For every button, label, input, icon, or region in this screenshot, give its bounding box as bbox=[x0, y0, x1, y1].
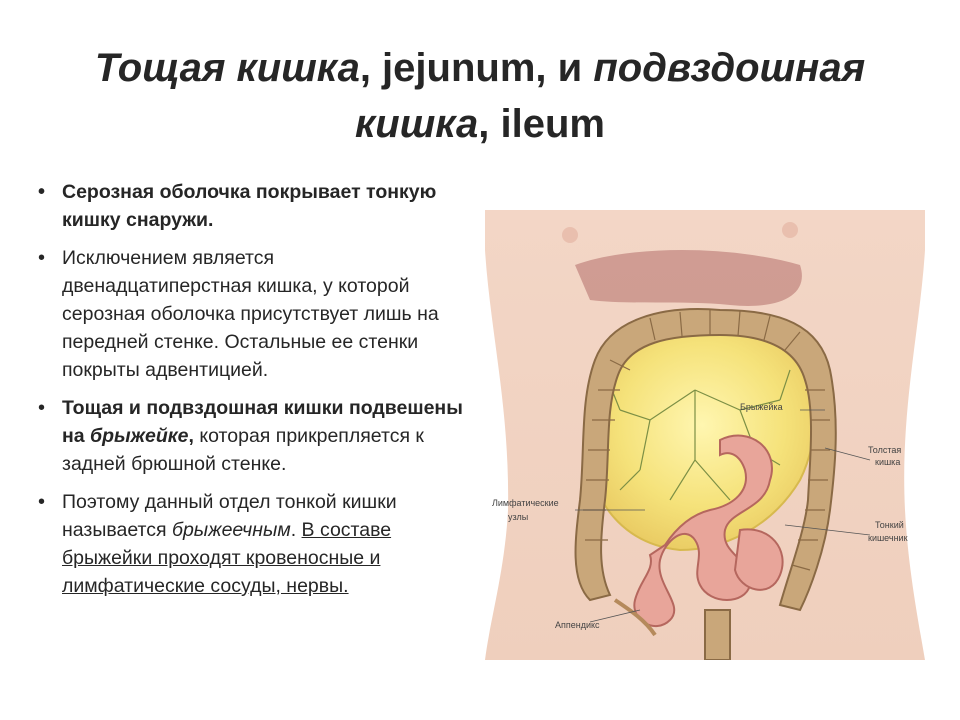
anatomy-illustration bbox=[480, 210, 930, 660]
intestine-diagram bbox=[480, 210, 930, 660]
title-part-4: , ileum bbox=[478, 102, 605, 146]
title-part-2: , jejunum, и bbox=[359, 46, 594, 90]
bullet-2: • Исключением является двенадцатиперстная кишка, у которой серозная оболочка присутствует лишь на передней стенке. Остальные ее стенки покрыты адвентицией. bbox=[36, 244, 466, 384]
slide-title bbox=[60, 40, 900, 152]
underlined-note: В составе брыжейки проходят кровеносные и лимфатические сосуды, нервы. bbox=[62, 519, 392, 597]
term-mesenteric: брыжеечным bbox=[171, 519, 291, 541]
bullet-1: • Серозная оболочка покрывает тонкую кишку снаружи. bbox=[36, 178, 466, 234]
label-lymph-2: узлы bbox=[508, 512, 529, 522]
liver-shape bbox=[575, 250, 802, 306]
label-lymph-1: Лимфатические bbox=[492, 498, 559, 508]
bullet-list bbox=[36, 178, 466, 610]
title-part-1: Тощая кишка bbox=[94, 46, 360, 90]
label-mesentery: Брыжейка bbox=[740, 402, 783, 412]
label-small-2: кишечник bbox=[868, 533, 908, 543]
label-colon-2: кишка bbox=[875, 457, 901, 467]
nipple-right bbox=[782, 222, 798, 238]
nipple-left bbox=[562, 227, 578, 243]
title-part-3: подвздошная кишка bbox=[355, 46, 866, 146]
bullet-3 bbox=[36, 394, 466, 478]
label-small-1: Тонкий bbox=[875, 520, 904, 530]
bullet-3-tail: которая прикрепляется к задней брюшной стенке. bbox=[62, 425, 424, 475]
bullet-3-bold: Тощая и подвздошная кишки подвешены на брыжейке, bbox=[62, 397, 463, 447]
label-colon-1: Толстая bbox=[868, 445, 902, 455]
label-appendix: Аппендикс bbox=[555, 620, 600, 630]
term-mesentery: брыжейке bbox=[90, 425, 189, 447]
rectum-shape bbox=[705, 610, 730, 660]
bullet-4: • Поэтому данный отдел тонкой кишки называется брыжеечным. В составе брыжейки проходят кровеносные и лимфатические сосуды, нервы. bbox=[36, 488, 466, 600]
